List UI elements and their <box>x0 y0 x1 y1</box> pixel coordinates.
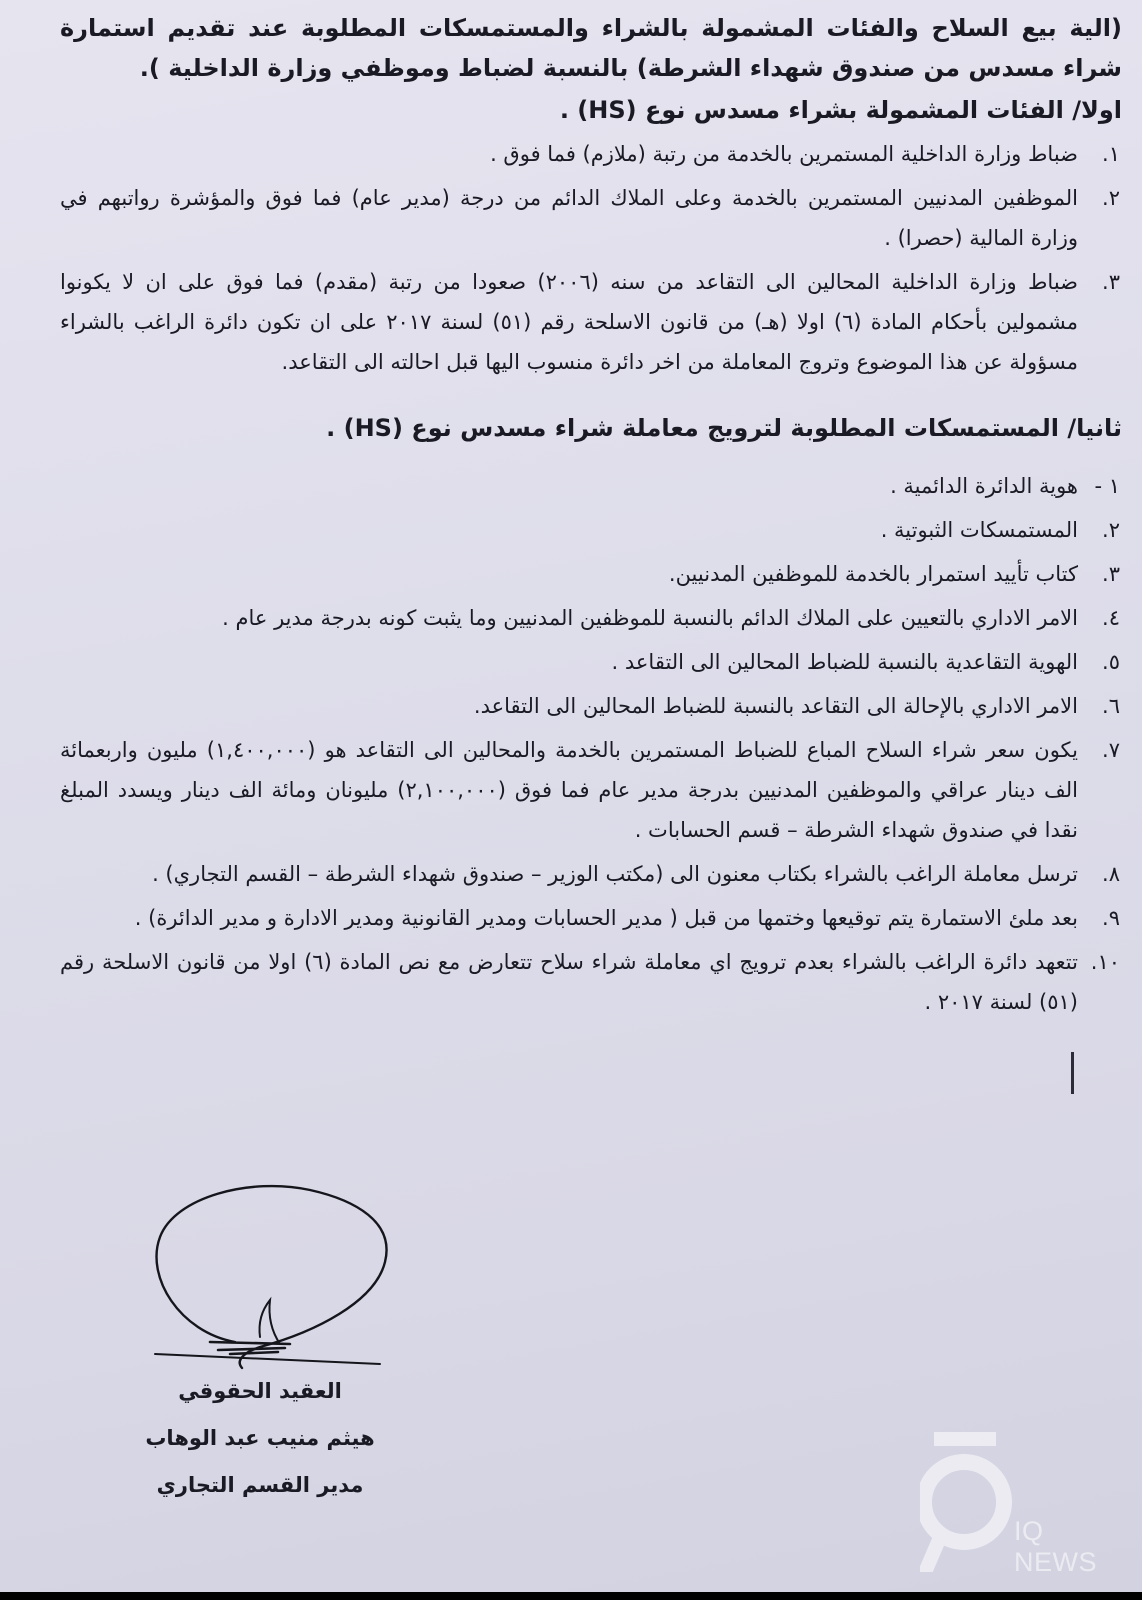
item-text: بعد ملئ الاستمارة يتم توقيعها وختمها من قبل ( مدير الحسابات ومدير القانونية ومدير الادارة و مدير الدائرة) . <box>134 906 1078 930</box>
item-text: هوية الدائرة الدائمية . <box>890 474 1078 498</box>
list-item <box>60 642 1122 682</box>
signer-details <box>130 1368 390 1509</box>
item-number: ١ - <box>1094 474 1120 498</box>
item-number: ٥. <box>1102 650 1120 674</box>
item-text: يكون سعر شراء السلاح المباع للضباط المستمرين بالخدمة والمحالين الى التقاعد هو (١,٤٠٠,٠٠٠) مليون واربعمائة الف دينار عراقي والموظفين المدنيين بدرجة مدير عام فما فوق (٢,١٠٠,٠٠٠) مليونان ومائة الف دينار ويسدد المبلغ نقدا في صندوق شهداء الشرطة – قسم الحسابات . <box>60 738 1078 842</box>
list-item <box>60 686 1122 726</box>
list-item <box>60 554 1122 594</box>
item-number: ٩. <box>1102 906 1120 930</box>
list-item <box>60 942 1122 1022</box>
handwritten-signature <box>140 1182 400 1382</box>
section-1-title: اولا/ الفئات المشمولة بشراء مسدس نوع (HS) . <box>559 96 1122 124</box>
document-heading: (الية بيع السلاح والفئات المشمولة بالشراء والمستمسكات المطلوبة عند تقديم استمارة شراء مسدس من صندوق شهداء الشرطة) بالنسبة لضباط وموظفي وزارة الداخلية ). <box>60 14 1122 82</box>
item-text: ضباط وزارة الداخلية المحالين الى التقاعد من سنه (٢٠٠٦) صعودا من رتبة (مقدم) فما فوق على ان لا يكونوا مشمولين بأحكام المادة (٦) اولا (هـ) من قانون الاسلحة رقم (٥١) لسنة ٢٠١٧ على ان تكون دائرة الراغب بالشراء مسؤولة عن هذا الموضوع وتروج المعاملة من اخر دائرة منسوب اليها قبل احالته الى التقاعد. <box>60 270 1078 374</box>
item-number: ٨. <box>1102 862 1120 886</box>
watermark-text: IQ NEWS <box>1014 1516 1097 1577</box>
item-text: ضباط وزارة الداخلية المستمرين بالخدمة من رتبة (ملازم) فما فوق . <box>490 142 1078 166</box>
item-text: تتعهد دائرة الراغب بالشراء بعدم ترويج اي معاملة شراء سلاح تتعارض مع نص المادة (٦) اولا من قانون الاسلحة رقم (٥١) لسنة ٢٠١٧ . <box>60 950 1078 1014</box>
list-item <box>60 854 1122 894</box>
list-item <box>60 134 1122 174</box>
list-item <box>60 510 1122 550</box>
list-item <box>60 262 1122 382</box>
signer-rank: العقيد الحقوقي <box>178 1379 342 1403</box>
list-item <box>60 898 1122 938</box>
item-number: ٣. <box>1102 562 1120 586</box>
list-item <box>60 598 1122 638</box>
signer-position: مدير القسم التجاري <box>156 1473 364 1497</box>
item-text: الامر الاداري بالإحالة الى التقاعد بالنسبة للضباط المحالين الى التقاعد. <box>473 694 1078 718</box>
document-body <box>60 0 1122 1026</box>
section-1-list <box>60 134 1122 382</box>
list-item <box>60 178 1122 258</box>
item-number: ٤. <box>1102 606 1120 630</box>
section-2-title: ثانيا/ المستمسكات المطلوبة لترويج معاملة شراء مسدس نوع (HS) . <box>326 414 1122 442</box>
bottom-border <box>0 1592 1142 1600</box>
item-number: ٦. <box>1102 694 1120 718</box>
item-text: الامر الاداري بالتعيين على الملاك الدائم بالنسبة للموظفين المدنيين وما يثبت كونه بدرجة مدير عام . <box>222 606 1078 630</box>
list-item <box>60 730 1122 850</box>
item-text: الهوية التقاعدية بالنسبة للضباط المحالين الى التقاعد . <box>611 650 1078 674</box>
item-text: ترسل معاملة الراغب بالشراء بكتاب معنون الى (مكتب الوزير – صندوق شهداء الشرطة – القسم التجاري) . <box>152 862 1078 886</box>
item-number: ٧. <box>1102 738 1120 762</box>
signer-name: هيثم منيب عبد الوهاب <box>145 1426 375 1450</box>
section-2-list <box>60 466 1122 1022</box>
item-number: ٣. <box>1102 270 1120 294</box>
signature-block <box>140 1182 400 1382</box>
item-number: ٢. <box>1102 518 1120 542</box>
item-number: ٢. <box>1102 186 1120 210</box>
margin-pen-mark <box>1071 1052 1074 1094</box>
item-number: ١. <box>1102 142 1120 166</box>
item-number: ١٠. <box>1090 950 1120 974</box>
item-text: كتاب تأييد استمرار بالخدمة للموظفين المدنيين. <box>668 562 1078 586</box>
list-item <box>60 466 1122 506</box>
iq-news-watermark <box>920 1432 1130 1582</box>
item-text: المستمسكات الثبوتية . <box>880 518 1078 542</box>
item-text: الموظفين المدنيين المستمرين بالخدمة وعلى الملاك الدائم من درجة (مدير عام) فما فوق والمؤشرة رواتبهم في وزارة المالية (حصرا) . <box>60 186 1078 250</box>
